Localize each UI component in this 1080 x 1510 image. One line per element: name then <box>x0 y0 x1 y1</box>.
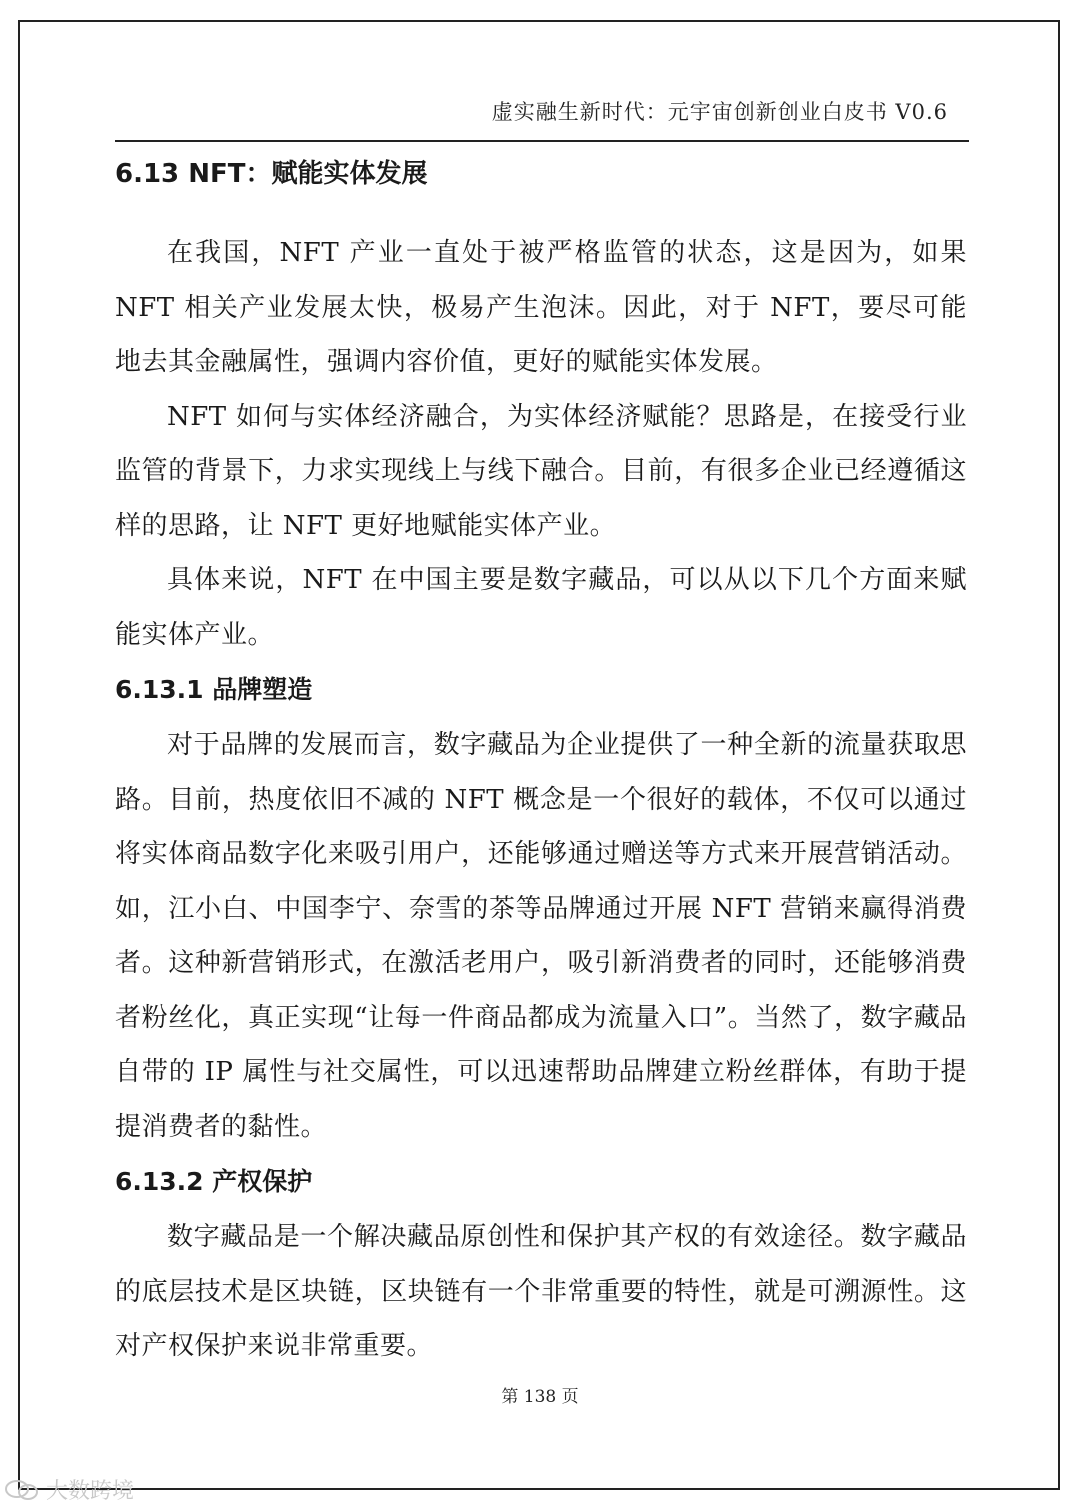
wechat-bubble-icon <box>4 1479 40 1501</box>
paragraph: 数字藏品是一个解决藏品原创性和保护其产权的有效途径。数字藏品的底层技术是区块链，区块链有一个非常重要的特性，就是可溯源性。这对产权保护来说非常重要。 <box>115 1222 967 1361</box>
header-rule <box>115 140 969 142</box>
watermark-text: 大数跨境 <box>46 1479 135 1504</box>
section-title: 6.13 NFT：赋能实体发展 <box>115 159 428 189</box>
paragraph: 对于品牌的发展而言，数字藏品为企业提供了一种全新的流量获取思路。目前，热度依旧不减的 NFT 概念是一个很好的载体，不仅可以通过将实体商品数字化来吸引用户，还能够通过赠送等方式来开展营销活动。如，江小白、中国李宁、奈雪的茶等品牌通过开展 NFT 营销来赢得消费者。这种新营销形式，在激活老用户，吸引新消费者的同时，还能够消费者粉丝化，真正实现“让每一件商品都成为流量入口”。当然了，数字藏品自带的 IP 属性与社交属性，可以迅速帮助品牌建立粉丝群体，有助于提提消费者的黏性。 <box>115 730 967 1142</box>
paragraph: 在我国，NFT 产业一直处于被严格监管的状态，这是因为，如果 NFT 相关产业发展太快，极易产生泡沫。因此，对于 NFT，要尽可能地去其金融属性，强调内容价值，更好的赋能实体发展。 <box>115 238 967 377</box>
paragraph: 具体来说，NFT 在中国主要是数字藏品，可以从以下几个方面来赋能实体产业。 <box>115 565 967 650</box>
watermark <box>4 1474 134 1505</box>
page-number: 第 138 页 <box>501 1387 579 1407</box>
paragraph: NFT 如何与实体经济融合，为实体经济赋能？思路是，在接受行业监管的背景下，力求实现线上与线下融合。目前，有很多企业已经遵循这样的思路，让 NFT 更好地赋能实体产业。 <box>115 401 967 541</box>
running-header: 虚实融生新时代：元宇宙创新创业白皮书 V0.6 <box>491 100 948 124</box>
subsection-title-ip: 6.13.2 产权保护 <box>115 1167 313 1196</box>
page-content <box>115 146 967 1374</box>
subsection-title-brand: 6.13.1 品牌塑造 <box>115 675 313 704</box>
